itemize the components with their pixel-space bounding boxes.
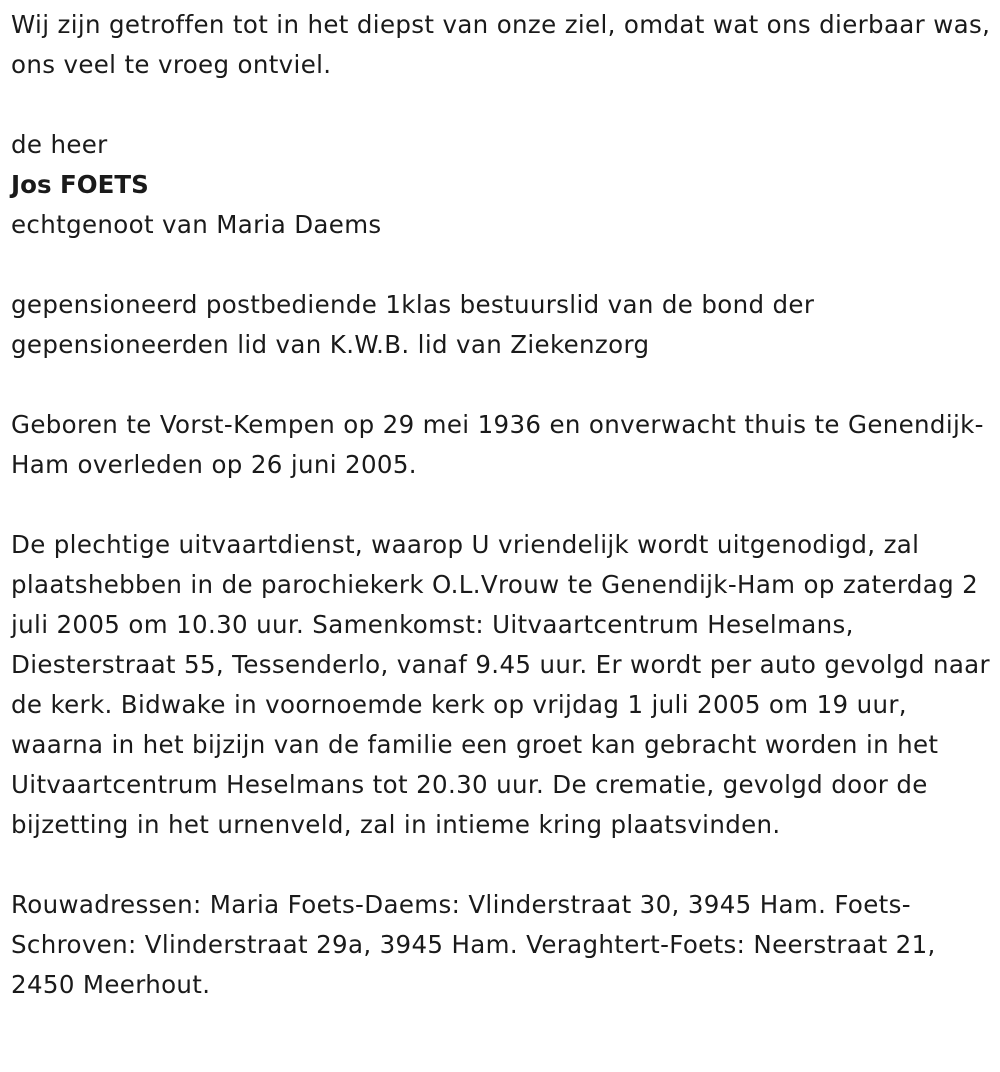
mourning-addresses-paragraph: Rouwadressen: Maria Foets-Daems: Vlinderstraat 30, 3945 Ham. Foets-Schroven: Vlinderstraat 29a, 3945 Ham. Veraghtert-Foets: Neerstraat 21, 2450 Meerhout. — [11, 890, 936, 999]
salutation: de heer — [11, 130, 108, 159]
occupation-paragraph: gepensioneerd postbediende 1klas bestuurslid van de bond der gepensioneerden lid van K.W.B. lid van Ziekenzorg — [11, 290, 815, 359]
spacer — [11, 85, 991, 125]
spouse-line: echtgenoot van Maria Daems — [11, 210, 382, 239]
spacer — [11, 845, 991, 885]
spacer — [11, 245, 991, 285]
deceased-name: Jos FOETS — [11, 170, 149, 199]
intro-paragraph: Wij zijn getroffen tot in het diepst van onze ziel, omdat wat ons dierbaar was, ons veel te vroeg ontviel. — [11, 10, 991, 79]
spacer — [11, 485, 991, 525]
birth-death-paragraph: Geboren te Vorst-Kempen op 29 mei 1936 en onverwacht thuis te Genendijk-Ham overleden op 26 juni 2005. — [11, 410, 984, 479]
funeral-paragraph: De plechtige uitvaartdienst, waarop U vriendelijk wordt uitgenodigd, zal plaatshebben in de parochiekerk O.L.Vrouw te Genendijk-Ham op zaterdag 2 juli 2005 om 10.30 uur. Samenkomst: Uitvaartcentrum Heselmans, Diesterstraat 55, Tessenderlo, vanaf 9.45 uur. Er wordt per auto gevolgd naar de kerk. Bidwake in voornoemde kerk op vrijdag 1 juli 2005 om 19 uur, waarna in het bijzijn van de familie een groet kan gebracht worden in het Uitvaartcentrum Heselmans tot 20.30 uur. De crematie, gevolgd door de bijzetting in het urnenveld, zal in intieme kring plaatsvinden. — [11, 530, 990, 839]
obituary-document — [11, 5, 991, 1005]
spacer — [11, 365, 991, 405]
